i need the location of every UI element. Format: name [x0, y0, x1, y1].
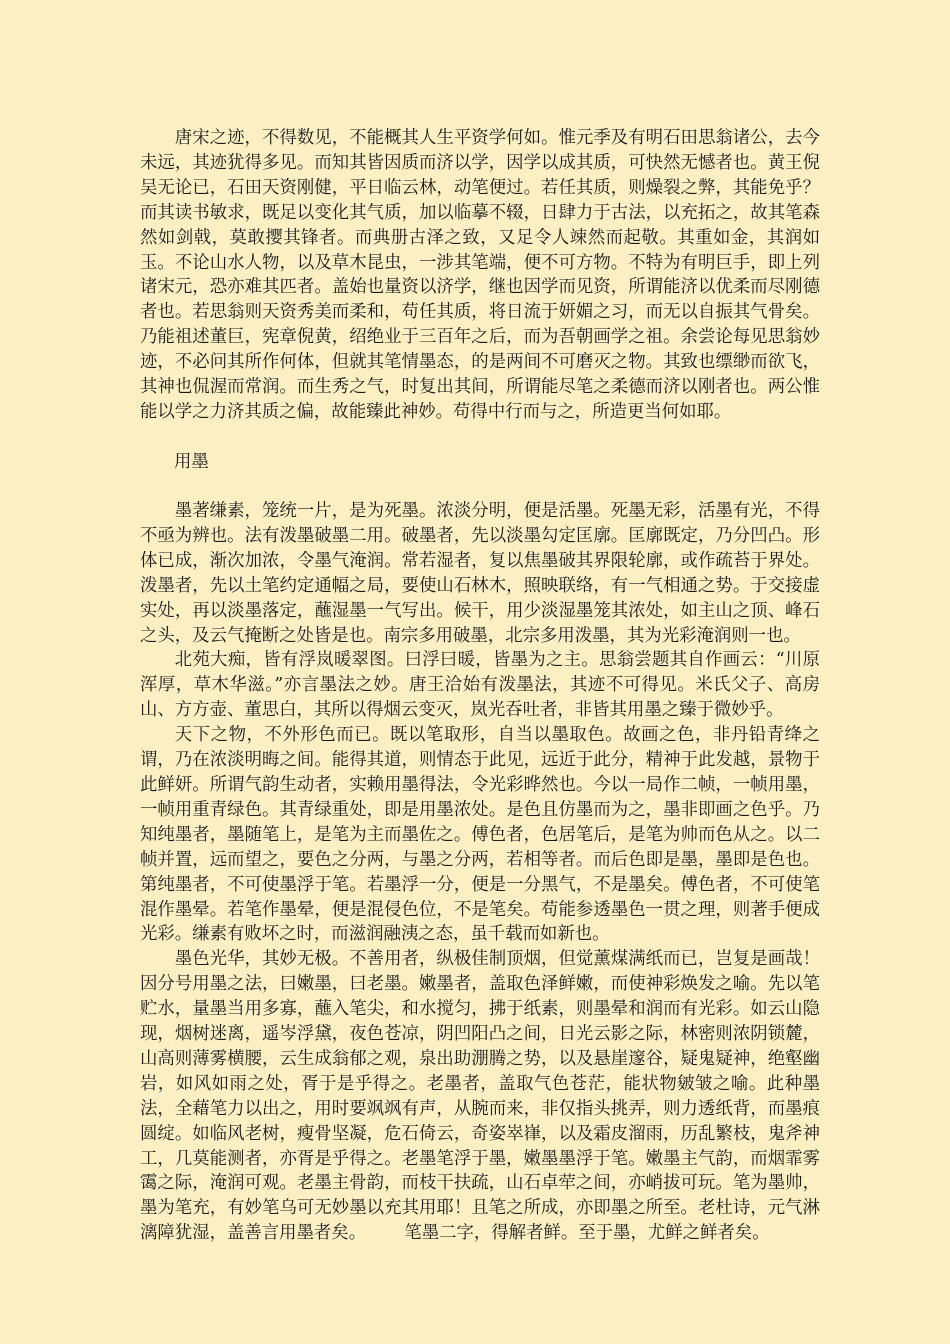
trailing-sentence: 笔墨二字，得解者鲜。至于墨，尤鲜之鲜者矣。: [404, 1223, 770, 1244]
paragraph: 唐宋之迹，不得数见，不能概其人生平资学何如。惟元季及有明石田思翁诸公，去今未远，其迹犹得多见。而知其皆因质而济以学，因学以成其质，可快然无憾者也。黄王倪吴无论已，石田天资刚健，平日临云林，动笔便过。若任其质，则燥裂之弊，其能免乎？而其读书敏求，既足以变化其气质，加以临摹不辍，日肆力于古法，以充拓之，故其笔森然如剑戟，莫敢撄其锋者。而典册古泽之致，又足令人竦然而起敬。其重如金，其润如玉。不论山水人物，以及草木昆虫，一涉其笔端，便不可方物。不特为有明巨手，即上列诸宋元，恐亦难其匹者。盖始也量资以济学，继也因学而见资，所谓能济以优柔而尽刚德者也。若思翁则天资秀美而柔和，苟任其质，将日流于妍媚之习，而无以自振其气骨矣。乃能祖述董巨，宪章倪黄，绍绝业于三百年之后，而为吾朝画学之祖。余尝论每见思翁妙迹，不必问其所作何体，但就其笔情墨态，的是两间不可磨灭之物。其致也缥缈而欲飞，其神也侃渥而常润。而生秀之气，时复出其间，所谓能尽笔之柔德而济以刚者也。两公惟能以学之力济其质之偏，故能臻此神妙。苟得中行而与之，所造更当何如耶。: [140, 128, 820, 422]
paragraph: 北苑大痴，皆有浮岚暖翠图。曰浮曰暖，皆墨为之主。思翁尝题其自作画云：“川原浑厚，草木华滋。”亦言墨法之妙。唐王洽始有泼墨法，其迹不可得见。米氏父子、高房山、方方壶、董思白，其所以得烟云变灭，岚光吞吐者，非皆其用墨之臻于微妙乎。: [140, 650, 820, 721]
text-block-upper: [140, 126, 820, 425]
paragraph-text: 墨色光华，其妙无极。不善用者，纵极佳制顶烟，但觉薰煤满纸而已，岂复是画哉！因分号用墨之法，曰嫩墨，曰老墨。嫩墨者，盖取色泽鲜嫩，而使神彩焕发之喻。先以笔贮水，量墨当用多寡，蘸入笔尖，和水搅匀，拂于纸素，则墨晕和润而有光彩。如云山隐现，烟树迷离，遥岑浮黛，夜色苍凉，阴凹阳凸之间，日光云影之际，林密则浓阴锁麓，山高则薄雾横腰，云生成翁郁之观，泉出助淜腾之势，以及悬崖邃谷，疑鬼疑神，绝壑幽岩，如风如雨之处，胥于是乎得之。老墨者，盖取气色苍茫，能状物皴皱之喻。此种墨法，全藉笔力以出之，用时要飒飒有声，从腕而来，非仅指头挑弄，则力透纸背，而墨痕圆绽。如临风老树，瘦骨坚凝，危石倚云，奇姿崒嵂，以及霜皮溜雨，历乱繁枝，鬼斧神工，几莫能测者，亦胥是乎得之。老墨笔浮于墨，嫩墨墨浮于笔。嫩墨主气韵，而烟霏雾霭之际，淹润可观。老墨主骨韵，而枝干扶疏，山石卓荦之间，亦峭拔可玩。笔为墨帅，墨为笔充，有妙笔乌可无妙墨以充其用耶！且笔之所成，亦即墨之所至。老杜诗，元气淋漓障犹湿，盖善言用墨者矣。: [140, 949, 820, 1244]
paragraph: 天下之物，不外形色而已。既以笔取形，自当以墨取色。故画之色，非丹铅青绛之谓，乃在浓淡明晦之间。能得其道，则情态于此见，远近于此分，精神于此发越，景物于此鲜妍。所谓气韵生动者，实赖用墨得法，令光彩晔然也。今以一局作二帧，一帧用墨，一帧用重青绿色。其青绿重处，即是用墨浓处。是色且仿墨而为之，墨非即画之色乎。乃知纯墨者，墨随笔上，是笔为主而墨佐之。傅色者，色居笔后，是笔为帅而色从之。以二帧并置，远而望之，要色之分两，与墨之分两，若相等者。而后色即是墨，墨即是色也。第纯墨者，不可使墨浮于笔。若墨浮一分，便是一分黑气，不是墨矣。傅色者，不可使笔混作墨晕。若笔作墨晕，便是混侵色位，不是笔矣。苟能参透墨色一贯之理，则著手便成光彩。缣素有败坏之时，而滋润融洟之态，虽千载而如新也。: [140, 725, 820, 945]
paragraph-with-trailing: [140, 947, 820, 1246]
section-heading: 用墨: [174, 452, 209, 472]
paragraph: 墨著缣素，笼统一片，是为死墨。浓淡分明，便是活墨。死墨无彩，活墨有光，不得不亟为辨也。法有泼墨破墨二用。破墨者，先以淡墨勾定匡廓。匡廓既定，乃分凹凸。形体已成，渐次加浓，令墨气淹润。常若湿者，复以焦墨破其界限轮廓，或作疏苔于界处。泼墨者，先以土笔约定通幅之局，要使山石林木，照映联络，有一气相通之势。于交接虚实处，再以淡墨落定，蘸湿墨一气写出。候干，用少淡湿墨笼其浓处，如主山之顶、峰石之头，及云气掩断之处皆是也。南宗多用破墨，北宗多用泼墨，其为光彩淹润则一也。: [140, 501, 820, 646]
text-block-lower: [140, 499, 820, 1246]
